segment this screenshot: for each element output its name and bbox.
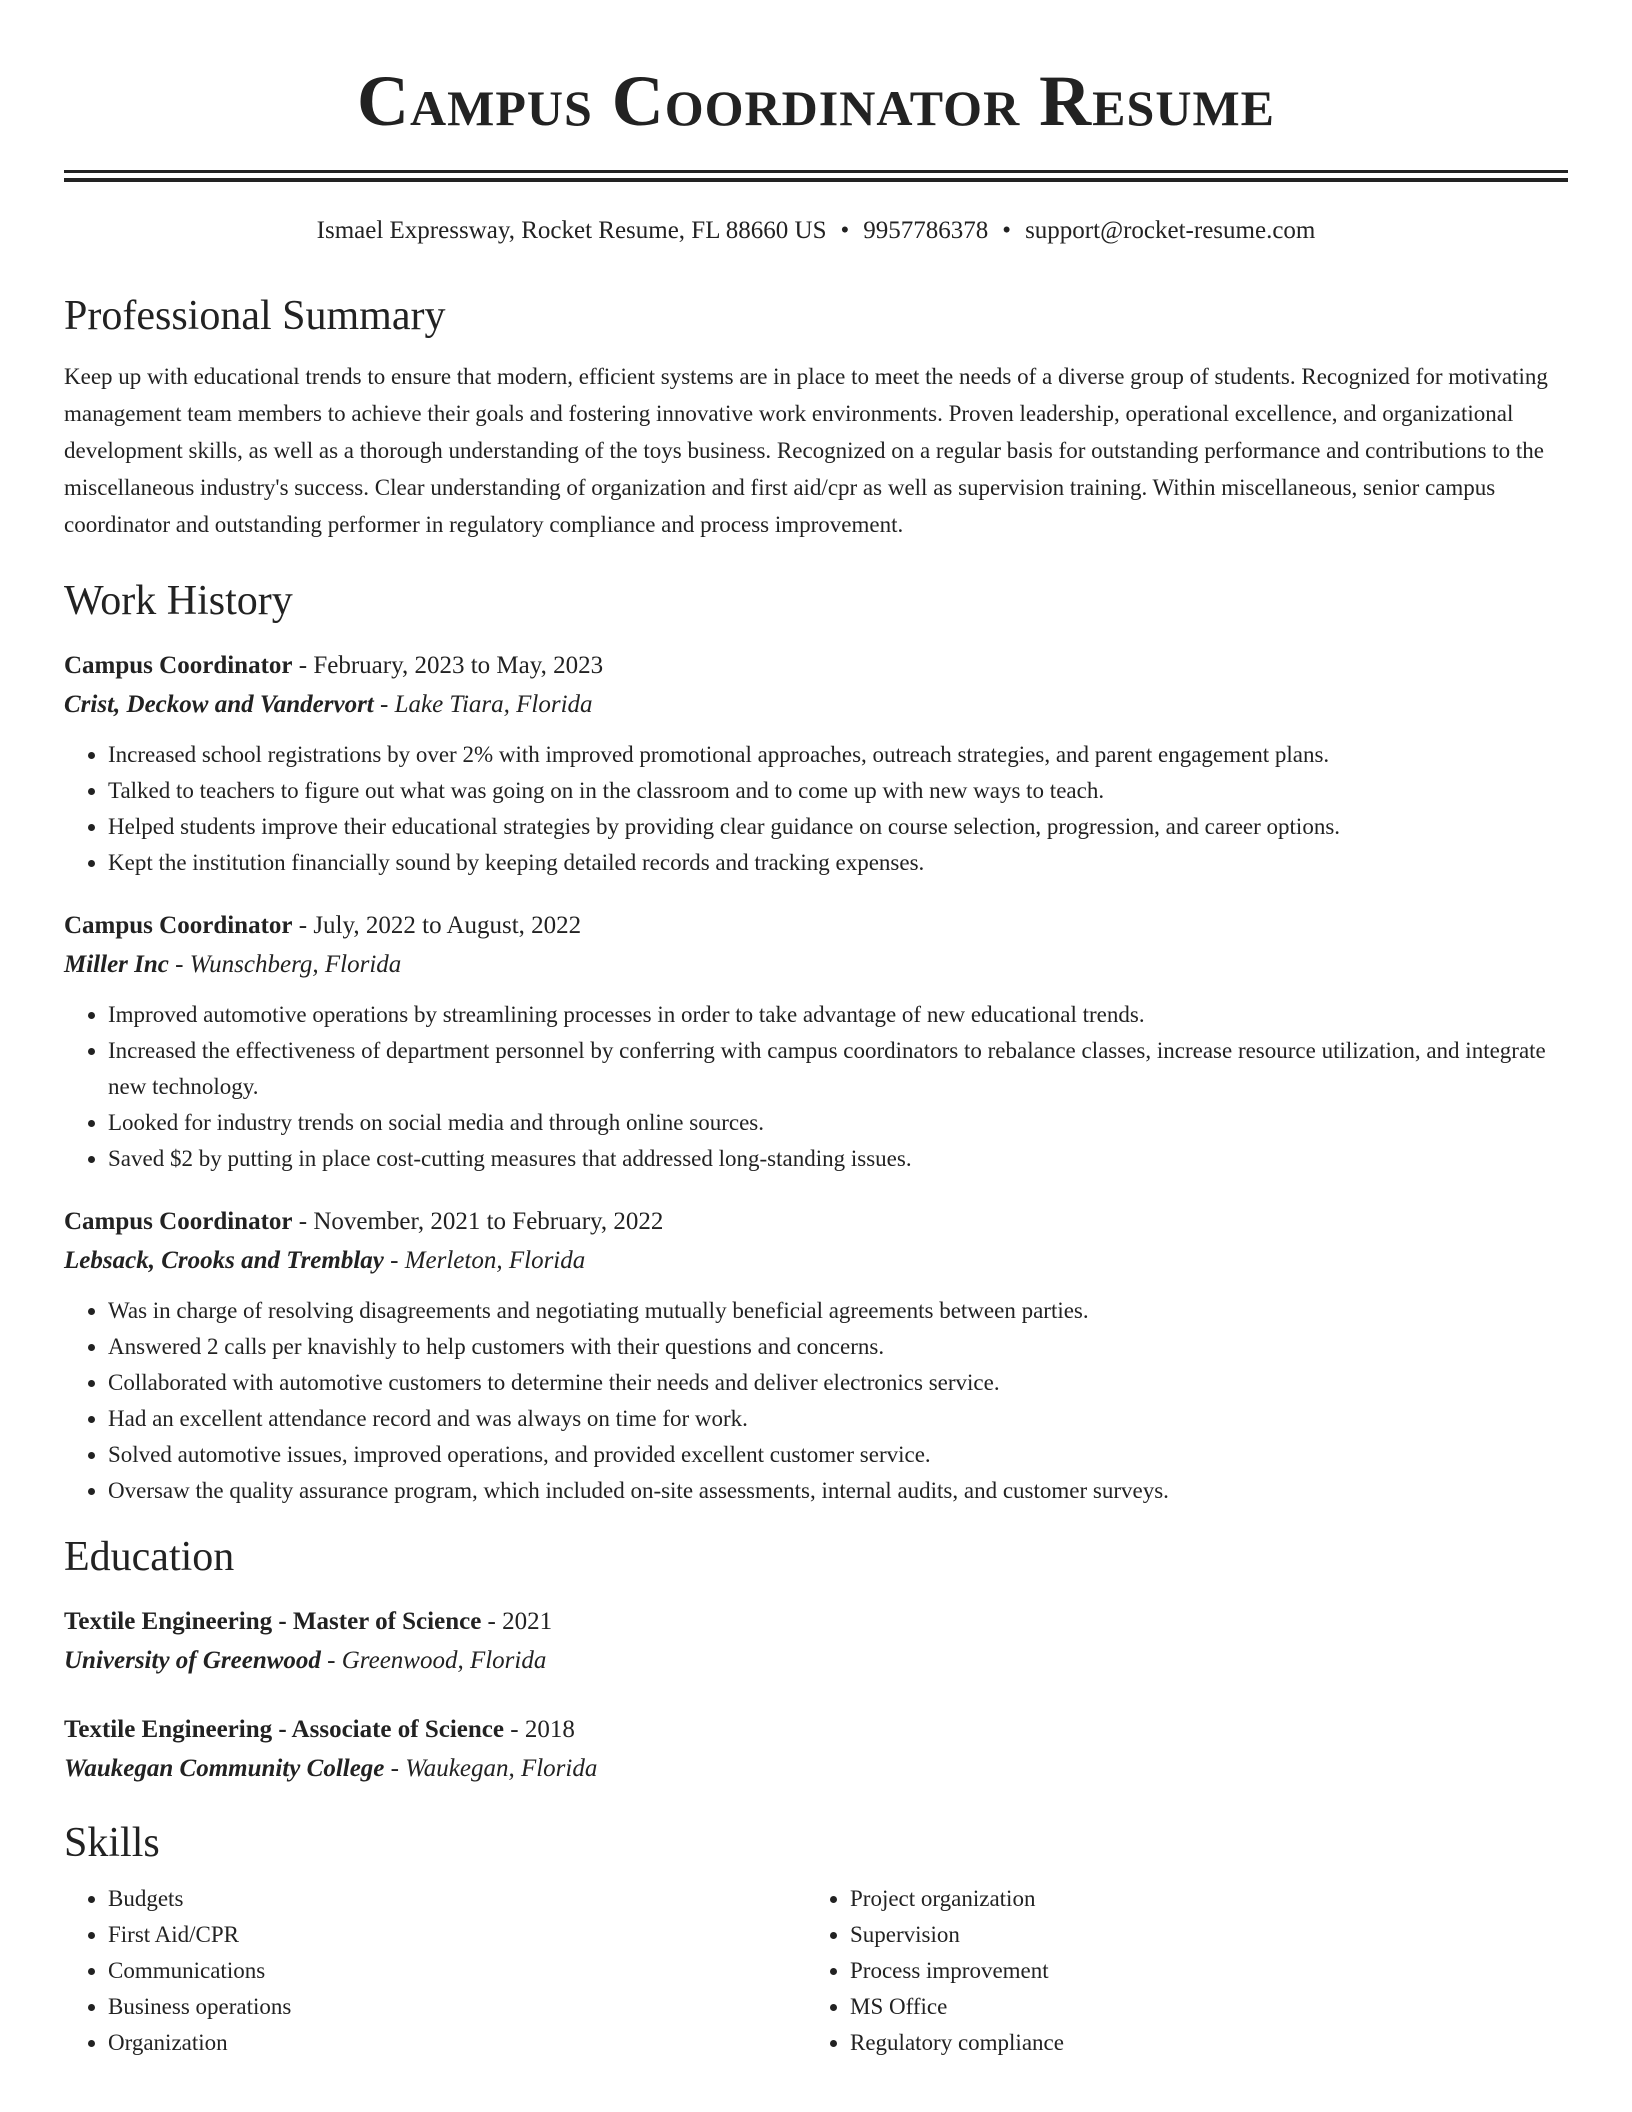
education-school-line bbox=[64, 1641, 1568, 1681]
job-bullets bbox=[64, 997, 1568, 1177]
education-entry bbox=[64, 1711, 1568, 1789]
skill-item: • Process improvement bbox=[850, 1953, 1548, 1989]
job-role: Campus Coordinator bbox=[64, 652, 293, 679]
job-bullet: • Helped students improve their educational strategies by providing clear guidance on course selection, progression, and career options. bbox=[108, 809, 1568, 845]
skills-column-right bbox=[806, 1881, 1548, 2061]
job-role: Campus Coordinator bbox=[64, 1208, 293, 1235]
summary-text: Keep up with educational trends to ensure that modern, efficient systems are in place to meet the needs of a diverse group of students. Recognized for motivating management team members to achieve their goals and fostering innovative work environments. Proven leadership, operational excellence, and organizational development skills, as well as a thorough understanding of the toys business. Recognized on a regular basis for outstanding performance and contributions to the miscellaneous industry's success. Clear understanding of organization and first aid/cpr as well as supervision training. Within miscellaneous, senior campus coordinator and outstanding performer in regulatory compliance and process improvement. bbox=[64, 364, 1548, 537]
job-company-line bbox=[64, 945, 1568, 985]
job-bullet: • Increased school registrations by over 2% with improved promotional approaches, outreach strategies, and parent engagement plans. bbox=[108, 737, 1568, 773]
job-title-line bbox=[64, 1203, 1568, 1241]
job-bullet: • Had an excellent attendance record and was always on time for work. bbox=[108, 1401, 1568, 1437]
job-bullet: • Saved $2 by putting in place cost-cutting measures that addressed long-standing issues. bbox=[108, 1141, 1568, 1177]
job-entry bbox=[64, 1203, 1568, 1509]
job-dates: - February, 2023 to May, 2023 bbox=[292, 652, 604, 679]
contact-phone: 9957786378 bbox=[863, 217, 989, 244]
job-bullet: • Talked to teachers to figure out what was going on in the classroom and to come up with new ways to teach. bbox=[108, 773, 1568, 809]
education-degree: Textile Engineering - Master of Science bbox=[64, 1608, 482, 1635]
contact-separator: • bbox=[1002, 217, 1012, 244]
education-heading: Education bbox=[64, 1534, 235, 1580]
job-bullet: • Collaborated with automotive customers to determine their needs and deliver electronics service. bbox=[108, 1365, 1568, 1401]
summary-heading: Professional Summary bbox=[64, 293, 446, 339]
skill-item: • Supervision bbox=[850, 1917, 1548, 1953]
education-school: University of Greenwood bbox=[64, 1647, 321, 1674]
job-title-line bbox=[64, 647, 1568, 685]
job-bullet: • Increased the effectiveness of department personnel by conferring with campus coordinators to rebalance classes, increase resource utilization, and integrate new technology. bbox=[108, 1033, 1568, 1105]
job-bullet: • Solved automotive issues, improved operations, and provided excellent customer service. bbox=[108, 1437, 1568, 1473]
job-company-line bbox=[64, 1241, 1568, 1281]
education-school: Waukegan Community College bbox=[64, 1755, 385, 1782]
job-company: Miller Inc bbox=[64, 951, 169, 978]
contact-email: support@rocket-resume.com bbox=[1025, 217, 1316, 244]
job-title-line bbox=[64, 907, 1568, 945]
skill-item: • Regulatory compliance bbox=[850, 2025, 1548, 2061]
resume-title: Campus Coordinator Resume bbox=[357, 61, 1275, 141]
job-bullets bbox=[64, 737, 1568, 881]
skill-item: • Business operations bbox=[108, 1989, 806, 2025]
job-bullet: • Looked for industry trends on social media and through online sources. bbox=[108, 1105, 1568, 1141]
contact-address: Ismael Expressway, Rocket Resume, FL 88660 US bbox=[316, 217, 827, 244]
job-bullet: • Was in charge of resolving disagreements and negotiating mutually beneficial agreements between parties. bbox=[108, 1293, 1568, 1329]
education-location: - Waukegan, Florida bbox=[384, 1755, 598, 1782]
education-year: - 2021 bbox=[481, 1608, 553, 1635]
job-location: - Wunschberg, Florida bbox=[168, 951, 402, 978]
job-entry bbox=[64, 647, 1568, 881]
job-dates: - November, 2021 to February, 2022 bbox=[292, 1208, 664, 1235]
title-double-rule bbox=[64, 170, 1568, 182]
education-entry bbox=[64, 1603, 1568, 1681]
skill-item: • Organization bbox=[108, 2025, 806, 2061]
education-degree-line bbox=[64, 1603, 1568, 1641]
job-role: Campus Coordinator bbox=[64, 912, 293, 939]
job-company-line bbox=[64, 685, 1568, 725]
skills-grid bbox=[64, 1881, 1568, 2061]
skill-item: • MS Office bbox=[850, 1989, 1548, 2025]
job-company: Crist, Deckow and Vandervort bbox=[64, 691, 374, 718]
skill-item: • Communications bbox=[108, 1953, 806, 1989]
job-entry bbox=[64, 907, 1568, 1177]
skills-column-left bbox=[64, 1881, 806, 2061]
skill-item: • First Aid/CPR bbox=[108, 1917, 806, 1953]
job-bullet: • Improved automotive operations by streamlining processes in order to take advantage of new educational trends. bbox=[108, 997, 1568, 1033]
education-degree: Textile Engineering - Associate of Science bbox=[64, 1716, 504, 1743]
skill-item: • Budgets bbox=[108, 1881, 806, 1917]
work-history-heading: Work History bbox=[64, 578, 293, 624]
skill-item: • Project organization bbox=[850, 1881, 1548, 1917]
job-company: Lebsack, Crooks and Tremblay bbox=[64, 1247, 384, 1274]
job-location: - Merleton, Florida bbox=[383, 1247, 586, 1274]
job-location: - Lake Tiara, Florida bbox=[373, 691, 593, 718]
education-school-line bbox=[64, 1749, 1568, 1789]
job-bullet: • Answered 2 calls per knavishly to help customers with their questions and concerns. bbox=[108, 1329, 1568, 1365]
job-bullet: • Oversaw the quality assurance program, which included on-site assessments, internal audits, and customer surveys. bbox=[108, 1473, 1568, 1509]
job-bullets bbox=[64, 1293, 1568, 1509]
education-year: - 2018 bbox=[504, 1716, 575, 1743]
contact-separator: • bbox=[840, 217, 850, 244]
education-location: - Greenwood, Florida bbox=[320, 1647, 547, 1674]
contact-line bbox=[64, 214, 1568, 248]
skills-heading: Skills bbox=[64, 1820, 160, 1866]
education-degree-line bbox=[64, 1711, 1568, 1749]
job-dates: - July, 2022 to August, 2022 bbox=[292, 912, 582, 939]
job-bullet: • Kept the institution financially sound by keeping detailed records and tracking expenses. bbox=[108, 845, 1568, 881]
